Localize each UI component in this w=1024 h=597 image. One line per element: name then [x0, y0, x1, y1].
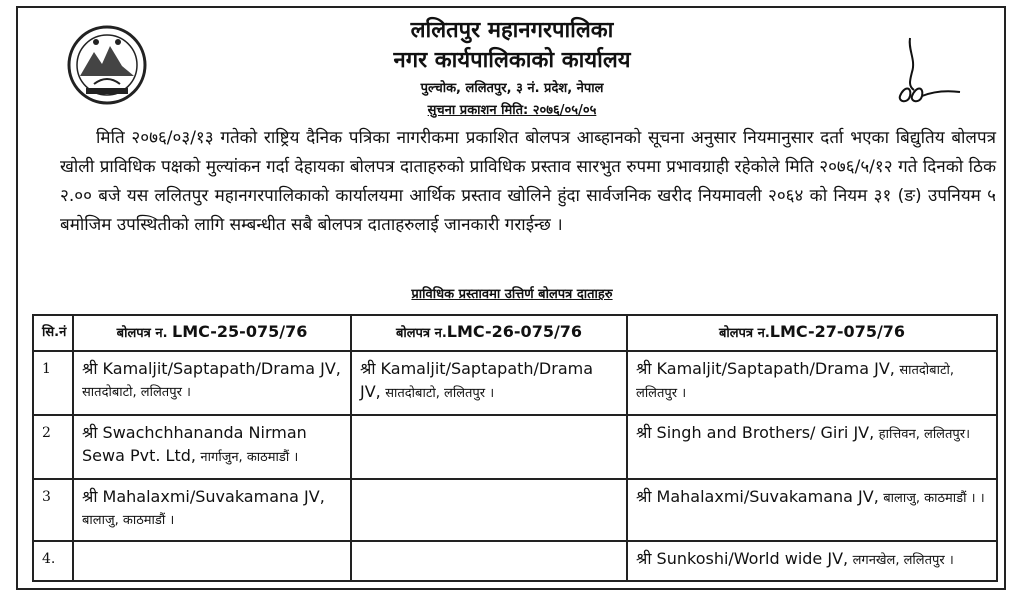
- col-header-lmc-27: बोलपत्र न.LMC-27-075/76: [627, 315, 997, 351]
- bidder-cell: श्री Kamaljit/Saptapath/Drama JV, सातदोबाटो, ललितपुर ।: [73, 351, 351, 415]
- bidder-cell: श्री Kamaljit/Saptapath/Drama JV, सातदोबाटो, ललितपुर ।: [627, 351, 997, 415]
- bidder-cell: [351, 541, 627, 581]
- notice-body: मिति २०७६/०३/१३ गतेको राष्ट्रिय दैनिक पत्रिका नागरीकमा प्रकाशित बोलपत्र आब्हानको सूचना अनुसार नियमानुसार दर्ता भएका बिद्युतिय बोलपत्र खोली प्राविधिक पक्षको मुल्यांकन गर्दा देहायका बोलपत्र दाताहरुको प्राविधिक प्रस्ताव सारभुत रुपमा प्रभावग्राही रहेकोले मिति २०७६/५/१२ गते दिनको ठिक २.०० बजे यस ललितपुर महानगरपालिकाको कार्यालयमा आर्थिक प्रस्ताव खोलिने हुंदा सार्वजनिक खरीद नियमावली २०६४ को नियम ३१ (ङ) उपनियम ५ बमोजिम उपस्थितीको लागि सम्बन्धीत सबै बोलपत्र दाताहरुलाई जानकारी गराईन्छ ।: [60, 128, 996, 235]
- bidders-table: [32, 314, 998, 582]
- office-subtitle: नगर कार्यपालिकाको कार्यालय: [393, 48, 631, 73]
- col-header-lmc-26: बोलपत्र न.LMC-26-075/76: [351, 315, 627, 351]
- serial-number: 3: [33, 479, 73, 542]
- bidder-cell: [351, 415, 627, 479]
- col-header-sn: सि.नं: [33, 315, 73, 351]
- serial-number: 1: [33, 351, 73, 415]
- serial-number: 4.: [33, 541, 73, 581]
- table-heading: प्राविधिक प्रस्तावमा उत्तिर्ण बोलपत्र दाताहरु: [411, 287, 613, 302]
- serial-number: 2: [33, 415, 73, 479]
- bidder-cell: श्री Swachchhananda Nirman Sewa Pvt. Ltd, नार्गाजुन, काठमाडौं ।: [73, 415, 351, 479]
- table-row: [33, 541, 997, 581]
- table-row: [33, 351, 997, 415]
- publication-date: सुचना प्रकाशन मिति: २०७६/०५/०५: [427, 103, 597, 118]
- table-header-row: [33, 315, 997, 351]
- bidder-cell: श्री Mahalaxmi/Suvakamana JV, बालाजु, काठमाडौं । ।: [627, 479, 997, 542]
- table-row: [33, 479, 997, 542]
- bidder-cell: श्री Singh and Brothers/ Giri JV, हात्तिवन, ललितपुर।: [627, 415, 997, 479]
- office-title: ललितपुर महानगरपालिका: [410, 18, 614, 43]
- col-header-lmc-25: बोलपत्र न. LMC-25-075/76: [73, 315, 351, 351]
- bidder-cell: श्री Kamaljit/Saptapath/Drama JV, सातदोबाटो, ललितपुर ।: [351, 351, 627, 415]
- bidder-cell: [73, 541, 351, 581]
- bidder-cell: श्री Mahalaxmi/Suvakamana JV, बालाजु, काठमाडौं ।: [73, 479, 351, 542]
- bidder-cell: [351, 479, 627, 542]
- table-row: [33, 415, 997, 479]
- office-address: पुल्चोक, ललितपुर, ३ नं. प्रदेश, नेपाल: [420, 81, 604, 96]
- bidder-cell: श्री Sunkoshi/World wide JV, लगनखेल, ललितपुर ।: [627, 541, 997, 581]
